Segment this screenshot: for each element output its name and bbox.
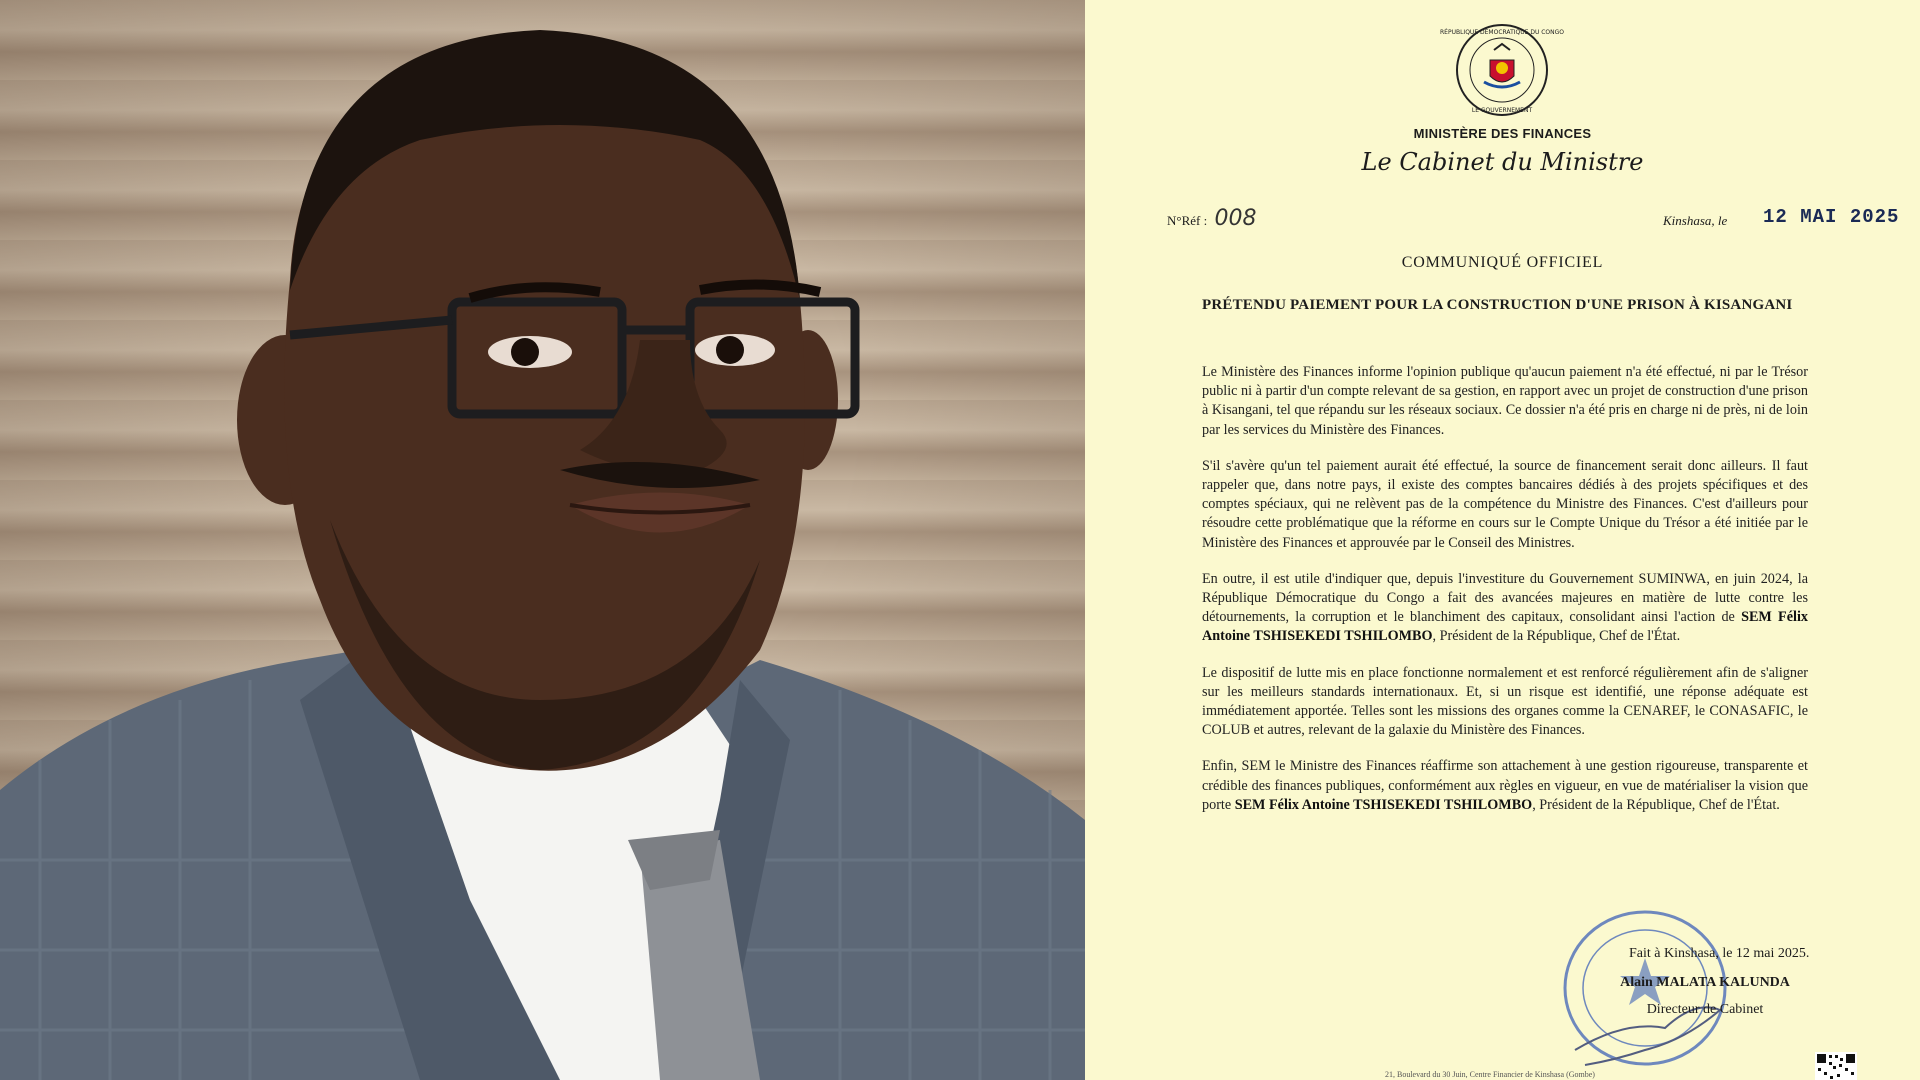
signatory-role: Directeur de Cabinet (1646, 1002, 1764, 1017)
document-subject: PRÉTENDU PAIEMENT POUR LA CONSTRUCTION D'UNE PRISON À KISANGANI (1202, 297, 1793, 313)
congo-coat-of-arms-seal-icon (1439, 22, 1565, 118)
document-footer: 21, Boulevard du 30 Juin, Centre Financier de Kinshasa (Gombe) (1385, 1070, 1595, 1079)
paragraph-bold: SEM Félix Antoine TSHISEKEDI TSHILOMBO (1234, 796, 1533, 813)
document-body (1202, 363, 1808, 832)
qr-code-icon (1815, 1052, 1857, 1080)
paragraph-bold: SEM Félix Antoine TSHISEKEDI TSHILOMBO (1202, 609, 1808, 645)
paragraph-text: Enfin, SEM le Ministre des Finances réaffirme son attachement à une gestion rigoureuse, transparente et crédible des finances publiques, conformément aux règles en vigueur, en vue de matérialiser la vision que porte (1202, 758, 1808, 813)
seal-text-top: RÉPUBLIQUE DÉMOCRATIQUE DU CONGO (1439, 29, 1565, 36)
paragraph (1202, 570, 1808, 647)
place-label: Kinshasa, le (1663, 213, 1728, 228)
signatory-name: Alain MALATA KALUNDA (1620, 975, 1790, 990)
paragraph-text: , Président de la République, Chef de l'État. (1532, 796, 1780, 813)
document-title: COMMUNIQUÉ OFFICIEL (1401, 254, 1604, 271)
cabinet-name: Le Cabinet du Ministre (1361, 148, 1644, 176)
signature-place-date: Fait à Kinshasa, le 12 mai 2025. (1629, 946, 1810, 961)
paragraph (1202, 757, 1808, 815)
paragraph-text: En outre, il est utile d'indiquer que, depuis l'investiture du Gouvernement SUMINWA, en juin 2024, la République Démocratique du Congo a fait des avancées majeures en matière de lutte contre les détournements, la corruption et le blanchiment des capitaux, consolidant ainsi l'action de (1202, 570, 1808, 626)
date-stamp: 12 MAI 2025 (1763, 206, 1900, 228)
reference-label: N°Réf : (1167, 213, 1208, 228)
reference-number (1167, 206, 1256, 231)
paragraph-text: , Président de la République, Chef de l'État. (1432, 628, 1681, 645)
ministry-name: MINISTÈRE DES FINANCES (1413, 126, 1592, 141)
paragraph: Le dispositif de lutte mis en place fonctionne normalement et est renforcé régulièrement afin de s'aligner sur les meilleurs standards internationaux. Et, si un risque est identifié, une réponse adéquate est immédiatement apportée. Telles sont les missions des organes comme la CENAREF, le CONASAFIC, le COLUB et autres, relevant de la galaxie du Ministère des Finances. (1202, 664, 1808, 739)
signature-block (1555, 944, 1855, 1019)
paragraph: Le Ministère des Finances informe l'opinion publique qu'aucun paiement n'a été effectué, ni par le Trésor public ni à partir d'un compte relevant de sa gestion, en rapport avec un projet de construction d'une prison à Kisangani, tel que répandu sur les réseaux sociaux. Ce dossier n'a été pris en charge ni de près, ni de loin par les services du Ministère des Finances. (1202, 364, 1808, 438)
seal-text-bottom: LE GOUVERNEMENT (1471, 107, 1533, 114)
communique-document (1085, 0, 1920, 1080)
paragraph: S'il s'avère qu'un tel paiement aurait été effectué, la source de financement serait donc ailleurs. Il faut rappeler que, dans notre pays, il existe des comptes bancaires dédiés à des projets spécifiques et des comptes spéciaux, qui ne relèvent pas de la compétence du Ministre des Finances. C'est d'ailleurs pour résoudre cette problématique que la réforme en cours sur le Compte Unique du Trésor a été initiée par le Ministère des Finances et approuvée par le Conseil des Ministres. (1202, 457, 1808, 551)
reference-value: 008 (1214, 206, 1257, 231)
